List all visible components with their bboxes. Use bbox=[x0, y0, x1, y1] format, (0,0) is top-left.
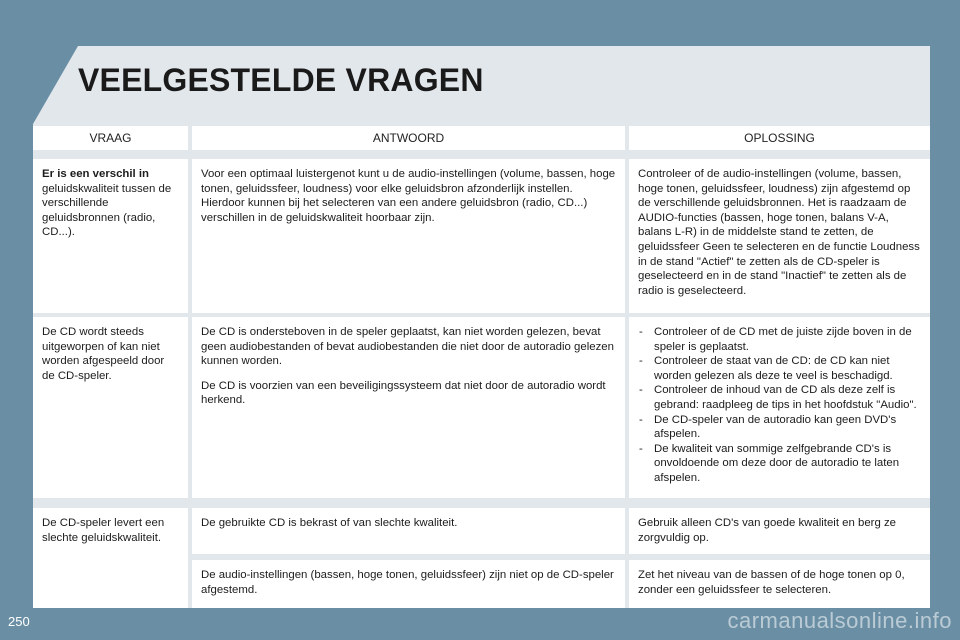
row2-solution-item: - Controleer de staat van de CD: de CD kan niet worden gelezen als deze te veel is beschadigd. bbox=[638, 354, 921, 383]
header-answer: ANTWOORD bbox=[192, 126, 625, 150]
row3-answer-2-text: De audio-instellingen (bassen, hoge tonen, geluidssfeer) zijn niet op de CD-speler afgestemd. bbox=[201, 569, 614, 596]
row2-solution bbox=[629, 317, 930, 498]
row3-solution-1 bbox=[629, 508, 930, 554]
row1-answer bbox=[192, 159, 625, 313]
row3-question bbox=[33, 508, 188, 608]
row1-solution bbox=[629, 159, 930, 313]
row1-answer-text: Voor een optimaal luistergenot kunt u de audio-instellingen (volume, bassen, hoge tonen, geluidssfeer, loudness) voor elke geluidsbron afzonderlijk instellen. Hierdoor kunnen bij het selecteren van een andere geluidsbron (radio, CD...) verschillen in de geluidskwaliteit hoorbaar zijn. bbox=[201, 168, 616, 224]
row3-answer-1 bbox=[192, 508, 625, 554]
row2-solution-item: - De kwaliteit van sommige zelfgebrande CD's is onvoldoende om deze door de autoradio te laten afspelen. bbox=[638, 442, 921, 486]
row2-solution-list bbox=[638, 325, 921, 486]
row1-question-bold: Er is een verschil in bbox=[42, 168, 149, 180]
row3-question-text: De CD-speler levert een slechte geluidskwaliteit. bbox=[42, 517, 165, 544]
watermark: carmanualsonline.info bbox=[727, 608, 952, 633]
row1-question-text: geluidskwaliteit tussen de verschillende geluidsbronnen (radio, CD...). bbox=[42, 182, 172, 239]
row2-answer bbox=[192, 317, 625, 498]
row3-solution-1-text: Gebruik alleen CD's van goede kwaliteit en berg ze zorgvuldig op. bbox=[638, 517, 896, 544]
row2-solution-item: - De CD-speler van de autoradio kan geen DVD's afspelen. bbox=[638, 413, 921, 442]
row2-answer-text-1: De CD is ondersteboven in de speler geplaatst, kan niet worden gelezen, bevat geen audiobestanden of bevat audiobestanden die niet door de autoradio gelezen kunnen worden. bbox=[201, 326, 614, 368]
row1-question bbox=[33, 159, 188, 313]
row2-answer-text-2: De CD is voorzien van een beveiligingssysteem dat niet door de autoradio wordt herkend. bbox=[201, 379, 606, 407]
row3-answer-1-text: De gebruikte CD is bekrast of van slechte kwaliteit. bbox=[201, 517, 458, 529]
header-solution: OPLOSSING bbox=[629, 126, 930, 150]
row2-question bbox=[33, 317, 188, 498]
row2-question-text: De CD wordt steeds uitgeworpen of kan niet worden afgespeeld door de CD-speler. bbox=[42, 326, 165, 382]
row2-solution-item: - Controleer of de CD met de juiste zijde boven in de speler is geplaatst. bbox=[638, 325, 921, 354]
row2-solution-item: - Controleer de inhoud van de CD als deze zelf is gebrand: raadpleeg de tips in het hoofdstuk "Audio". bbox=[638, 383, 921, 412]
row3-solution-2 bbox=[629, 560, 930, 608]
page-number: 250 bbox=[8, 614, 30, 629]
header-question: VRAAG bbox=[33, 126, 188, 150]
row3-answer-2 bbox=[192, 560, 625, 608]
row3-solution-2-text: Zet het niveau van de bassen of de hoge tonen op 0, zonder een geluidssfeer te selecteren. bbox=[638, 569, 905, 596]
panel-corner-cut bbox=[33, 46, 78, 124]
row1-solution-text: Controleer of de audio-instellingen (volume, bassen, hoge tonen, geluidssfeer, loudness) zijn afgestemd op de verschillende geluidsbronnen. Het is raadzaam de AUDIO-functies (bassen, hoge tonen, balans V-A, balans L-R) in de middelste stand te zetten, de geluidssfeer Geen te selecteren en de functie Loudness in de stand "Actief" te zetten als de CD-speler is geselecteerd en in de stand "Inactief" te zetten als de radio is geselecteerd. bbox=[638, 168, 920, 297]
page-title: VEELGESTELDE VRAGEN bbox=[78, 62, 484, 98]
